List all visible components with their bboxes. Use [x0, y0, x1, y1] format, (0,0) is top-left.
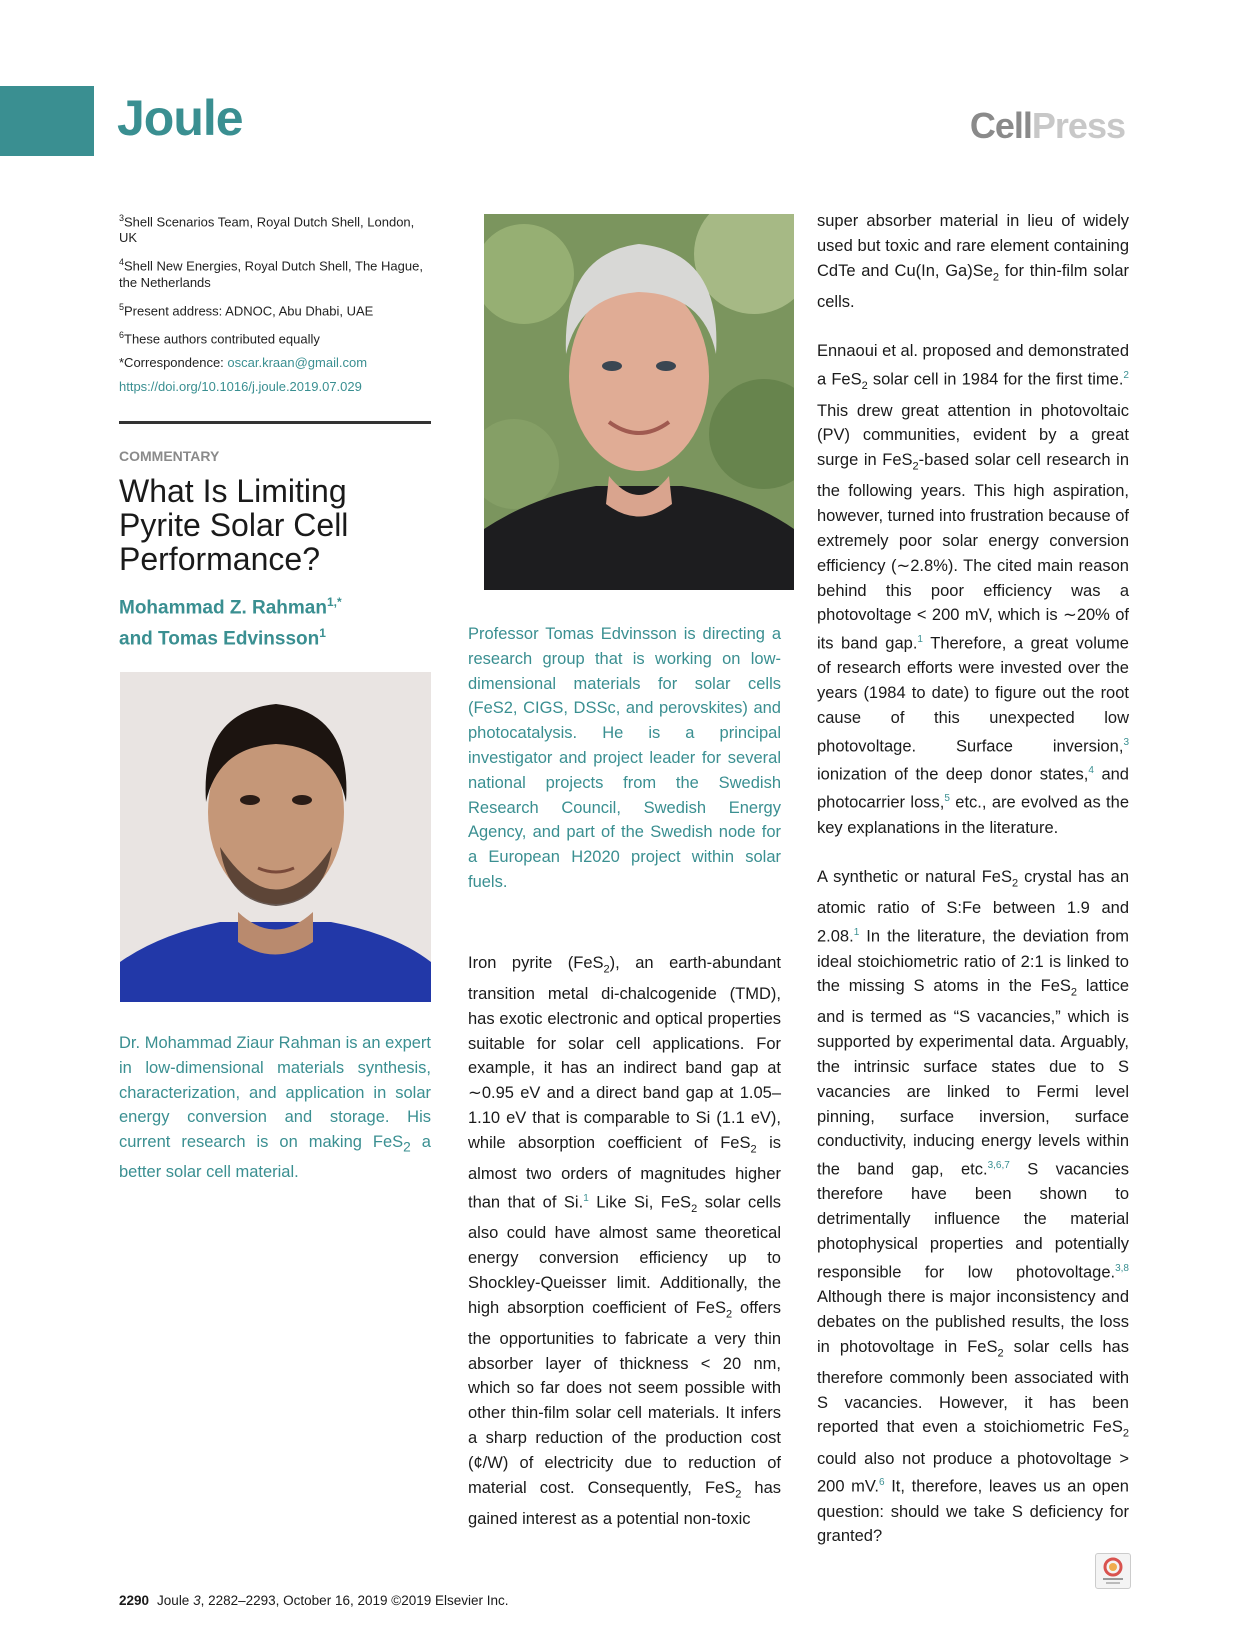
front-matter-column — [119, 210, 431, 651]
affiliation-5-num: 5 — [119, 301, 125, 312]
author-list — [119, 590, 431, 651]
page-number: 2290 — [119, 1593, 150, 1608]
p3-text-3: This drew great attention in photovoltaic (PV) communities, evident by a great surge in FeS — [817, 401, 1129, 470]
p1-text-4: Like Si, FeS — [588, 1193, 692, 1212]
author-1-name: Mohammad Z. Rahman — [119, 597, 327, 619]
p4-sub-3: 2 — [997, 1347, 1004, 1360]
publisher-logo-press: Press — [1031, 105, 1125, 146]
p4-text-5: S vacancies therefore have been shown to detrimentally influence the material photophysical properties and potentially responsible for low photovoltage. — [817, 1160, 1129, 1282]
p2-text-2: for thin-film solar cells. — [817, 261, 1130, 311]
p1-sub-3: 2 — [691, 1202, 698, 1215]
citation-link[interactable]: 2 — [1123, 370, 1129, 382]
affiliation-6-num: 6 — [119, 329, 125, 340]
p4-text-1: A synthetic or natural FeS — [817, 868, 1012, 887]
affiliation-4-text: Shell New Energies, Royal Dutch Shell, The Hague, the Netherlands — [119, 258, 423, 290]
publisher-logo — [970, 104, 1125, 148]
citation-link[interactable]: 5 — [944, 793, 950, 805]
p4-sub-4: 2 — [1122, 1427, 1129, 1440]
p1-text-3: is almost two orders of magnitudes higher than that of Si. — [468, 1133, 781, 1212]
p4-text-7: solar cells has therefore commonly been associated with S vacancies. However, it has been reported that even a stoichiometric FeS — [817, 1337, 1129, 1437]
citation-link[interactable]: 1 — [917, 634, 923, 646]
bio-rahman-sub: 2 — [403, 1139, 411, 1155]
body-column-3 — [817, 209, 1129, 1574]
body-column-2 — [468, 951, 781, 1532]
correspondence-email-link[interactable]: oscar.kraan@gmail.com — [227, 355, 368, 371]
p2-sub-1: 2 — [992, 270, 1000, 283]
citation-link[interactable]: 3,8 — [1115, 1262, 1129, 1274]
article-title: What Is Limiting Pyrite Solar Cell Performance? — [119, 473, 349, 578]
p4-text-2: crystal has an atomic ratio of S:Fe between 1.9 and 2.08. — [817, 868, 1129, 946]
p1-text-7: has gained interest as a potential non-toxic — [468, 1478, 781, 1528]
affiliation-3-text: Shell Scenarios Team, Royal Dutch Shell, London, UK — [119, 214, 415, 246]
author-photo-edvinsson — [484, 214, 794, 590]
p1-sub-1: 2 — [603, 963, 610, 976]
p3-text-2: solar cell in 1984 for the first time. — [867, 370, 1124, 389]
citation-link[interactable]: 6 — [879, 1477, 885, 1489]
page-footer — [119, 1593, 509, 1608]
p3-sub-2: 2 — [912, 460, 919, 473]
author-photo-rahman — [120, 672, 431, 1002]
p2-text-1: super absorber material in lieu of widely used but toxic and rare element containing CdTe and Cu(In, Ga)Se — [817, 212, 1129, 280]
p3-sub-1: 2 — [861, 379, 868, 392]
journal-logo: Joule — [117, 90, 243, 146]
correspondence — [119, 355, 431, 371]
affiliation-3-num: 3 — [119, 213, 125, 223]
p3-text-8: etc., are evolved as the key explanations in the literature. — [817, 793, 1129, 837]
p1-text-2: ), an earth-abundant transition metal di-chalcogenide (TMD), has exotic electronic and optical properties suitable for solar cell applications. For example, it has an indirect band gap at ∼0.95 eV and a direct band gap at 1.05–1.10 eV that is comparable to Si (1.1 eV), while absorption coefficient of FeS — [468, 954, 781, 1152]
section-divider — [119, 421, 431, 424]
p4-text-3: In the literature, the deviation from ideal stoichiometric ratio of 2:1 is linked to the missing S atoms in the FeS — [817, 927, 1129, 996]
body-paragraph-1 — [468, 951, 781, 1532]
p4-text-4: lattice and is termed as “S vacancies,” which is supported by experimental data. Arguably, the intrinsic surface states due to S vacancies are linked to Fermi level pinning, surface inversion, surface conductivity, inducing energy levels within the band gap, etc. — [817, 977, 1129, 1179]
bio-edvinsson: Professor Tomas Edvinsson is directing a research group that is working on low-dimensional materials for solar cells (FeS2, CIGS, DSSc, and perovskites) and photocatalysis. He is a principal investigator and project leader for several national projects from the Swedish Research Council, Swedish Energy Agency, and part of the Swedish node for a European H2020 project within solar fuels. — [468, 625, 781, 891]
affiliation-3 — [119, 210, 431, 246]
citation-link[interactable]: 4 — [1088, 765, 1094, 777]
affiliation-6 — [119, 327, 431, 347]
p3-text-1: Ennaoui et al. proposed and demonstrated a FeS — [817, 342, 1129, 389]
p1-text-1: Iron pyrite (FeS — [468, 954, 604, 972]
doi — [119, 379, 431, 395]
p4-text-6: Although there is major inconsistency and debates on the published results, the loss in photovoltage in FeS — [817, 1288, 1129, 1356]
footer-citation: , 2282–2293, October 16, 2019 ©2019 Elsevier Inc. — [200, 1593, 509, 1608]
footer-journal: Joule — [157, 1593, 194, 1608]
p4-text-9: It, therefore, leaves us an open question: should we take S deficiency for granted? — [817, 1477, 1129, 1546]
body-paragraph-2 — [817, 209, 1129, 314]
p1-text-6: offers the opportunities to fabricate a very thin absorber layer of thickness < 20 nm, which so far does not seem possible with other thin-film solar cell materials. It infers a sharp reduction of the production cost (¢/W) of electricity due to reduction of material cost. Consequently, FeS — [468, 1298, 781, 1497]
affiliation-5 — [119, 299, 431, 319]
p3-text-4: -based solar cell research in the following years. This high aspiration, however, turned into frustration because of extremely poor solar energy conversion efficiency (∼2.8%). The cited main reason behind this poor efficiency was a photovoltage < 200 mV, which is ∼20% of its band gap. — [817, 451, 1129, 653]
publisher-logo-cell: Cell — [969, 105, 1032, 146]
affiliation-6-text: These authors contributed equally — [124, 331, 320, 347]
p4-sub-1: 2 — [1011, 877, 1019, 890]
affiliation-4-num: 4 — [119, 257, 125, 268]
check-for-updates-icon[interactable] — [1095, 1553, 1131, 1589]
bio-rahman — [119, 1031, 431, 1185]
doi-link[interactable]: https://doi.org/10.1016/j.joule.2019.07.029 — [119, 379, 362, 395]
correspondence-label: *Correspondence: — [119, 355, 228, 371]
section-label: COMMENTARY — [119, 448, 220, 465]
citation-link[interactable]: 3 — [1123, 736, 1129, 748]
author-2-name: and Tomas Edvinsson — [119, 627, 320, 649]
footer-volume: 3 — [193, 1593, 201, 1608]
author-2-mark: 1 — [319, 625, 326, 640]
citation-link[interactable]: 3,6,7 — [987, 1160, 1010, 1172]
p4-sub-2: 2 — [1070, 986, 1078, 999]
p1-sub-2: 2 — [750, 1143, 757, 1156]
body-paragraph-4 — [817, 865, 1129, 1549]
affiliation-4 — [119, 254, 431, 290]
p1-sub-4: 2 — [725, 1308, 733, 1321]
header-accent-block — [0, 86, 94, 156]
citation-link[interactable]: 1 — [853, 927, 860, 939]
p1-sub-5: 2 — [735, 1487, 742, 1500]
bio-rahman-part-2: a better solar cell material. — [119, 1133, 431, 1182]
body-paragraph-3 — [817, 339, 1129, 840]
author-1-mark: 1,* — [326, 595, 342, 610]
p4-text-8: could also not produce a photovoltage > 200 mV. — [817, 1449, 1129, 1496]
p3-text-5: Therefore, a great volume of research efforts were invested over the years (1984 to date) to figure out the root cause of this unexpected low photovoltage. Surface inversion, — [817, 634, 1129, 756]
p3-text-7: and photocarrier loss, — [817, 765, 1129, 812]
bio-rahman-part-1: Dr. Mohammad Ziaur Rahman is an expert in low-dimensional materials synthesis, characterization, and application in solar energy conversion and storage. His current research is on making FeS — [119, 1034, 431, 1152]
p3-text-6: ionization of the deep donor states, — [817, 765, 1089, 784]
affiliation-5-text: Present address: ADNOC, Abu Dhabi, UAE — [124, 302, 374, 318]
citation-link[interactable]: 1 — [583, 1192, 589, 1204]
p1-text-5: solar cells also could have almost same theoretical energy conversion efficiency up to Shockley-Queisser limit. Additionally, the high absorption coefficient of FeS — [468, 1193, 781, 1317]
